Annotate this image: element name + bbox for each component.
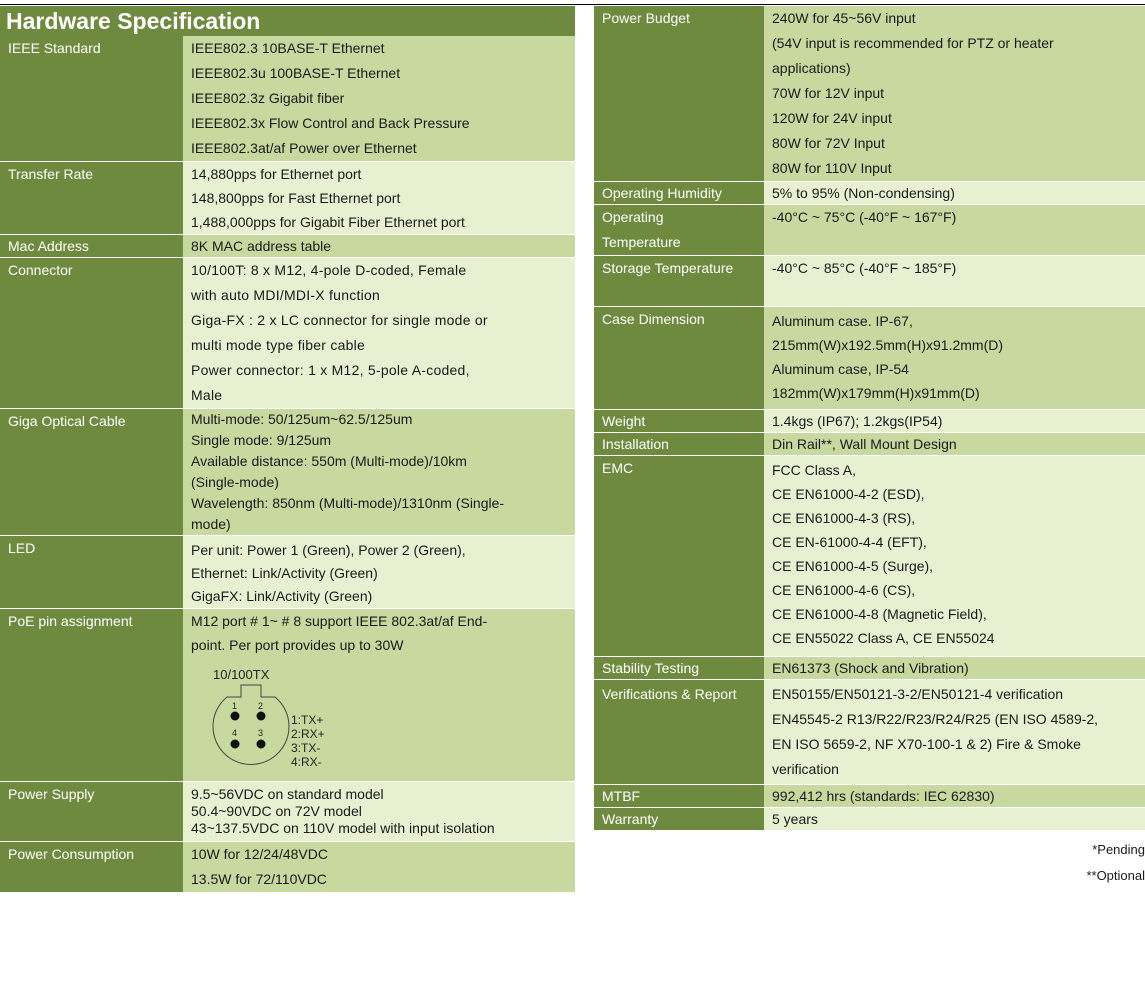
spec-line: CE EN61000-4-3 (RS),	[772, 510, 916, 526]
spec-row-warranty	[594, 808, 1145, 831]
spec-line: with auto MDI/MDI-X function	[191, 287, 381, 303]
footnote-pending: *Pending	[1092, 842, 1145, 857]
spec-key: Weight	[594, 410, 764, 433]
pin-legend-2: 2:RX+	[291, 727, 325, 741]
spec-line: verification	[772, 761, 839, 777]
spec-key: Transfer Rate	[0, 162, 183, 235]
spec-row-led	[0, 536, 575, 609]
spec-row-installation	[594, 433, 1145, 456]
spec-row-giga-optical-cable	[0, 409, 575, 536]
spec-value	[764, 410, 1145, 433]
spec-value	[183, 36, 575, 162]
spec-line: Aluminum case. IP-67,	[772, 313, 913, 329]
top-rule	[0, 4, 1145, 5]
spec-line: CE EN-61000-4-4 (EFT),	[772, 534, 927, 550]
spec-line: 80W for 72V Input	[772, 135, 885, 151]
spec-line: Din Rail**, Wall Mount Design	[772, 436, 957, 452]
spec-line: EN50155/EN50121-3-2/EN50121-4 verification	[772, 686, 1064, 702]
spec-value	[183, 235, 575, 258]
pin-dot-4	[231, 740, 240, 749]
spec-value	[764, 456, 1145, 657]
spec-line: EN45545-2 R13/R22/R23/R24/R25 (EN ISO 4589-2,	[772, 711, 1099, 727]
spec-key: Power Supply	[0, 782, 183, 842]
spec-row-operating-temperature	[594, 205, 1145, 256]
pin-legend-3: 3:TX-	[291, 741, 321, 755]
spec-row-power-supply	[0, 782, 575, 842]
spec-line: 13.5W for 72/110VDC	[191, 871, 327, 887]
spec-key: Operating Humidity	[594, 182, 764, 205]
spec-row-power-budget	[594, 6, 1145, 182]
spec-key: Operating Temperature	[594, 205, 764, 256]
pin-dot-2	[257, 712, 266, 721]
spec-key: Power Consumption	[0, 842, 183, 893]
spec-line: IEEE802.3x Flow Control and Back Pressure	[191, 115, 470, 131]
spec-line: CE EN55022 Class A, CE EN55024	[772, 630, 995, 646]
spec-value	[764, 433, 1145, 456]
footnote-optional: **Optional	[1086, 868, 1145, 883]
spec-line: 50.4~90VDC on 72V model	[191, 803, 362, 819]
spec-line: 1.4kgs (IP67); 1.2kgs(IP54)	[772, 413, 943, 429]
pin-number-3: 3	[258, 728, 264, 738]
spec-line: IEEE802.3z Gigabit fiber	[191, 90, 345, 106]
spec-line: Multi-mode: 50/125um~62.5/125um	[191, 411, 413, 427]
spec-key: Case Dimension	[594, 307, 764, 410]
spec-line: M12 port # 1~ # 8 support IEEE 802.3at/af End-	[191, 613, 488, 629]
spec-key: EMC	[594, 456, 764, 657]
spec-key: Stability Testing	[594, 657, 764, 680]
spec-line: multi mode type fiber cable	[191, 337, 366, 353]
spec-key: Storage Temperature	[594, 256, 764, 307]
spec-line: Power connector: 1 x M12, 5-pole A-coded,	[191, 362, 470, 378]
spec-value	[764, 808, 1145, 831]
footnotes	[594, 831, 1145, 889]
spec-line: 1,488,000pps for Gigabit Fiber Ethernet port	[191, 214, 465, 230]
spec-value	[764, 680, 1145, 785]
pin-dot-3	[257, 740, 266, 749]
spec-key: Installation	[594, 433, 764, 456]
spec-value	[764, 307, 1145, 410]
spec-line: 240W for 45~56V input	[772, 10, 916, 26]
spec-line: 80W for 110V Input	[772, 160, 892, 176]
spec-line: (54V input is recommended for PTZ or heater	[772, 35, 1054, 51]
spec-line: 43~137.5VDC on 110V model with input isolation	[191, 820, 495, 836]
spec-row-case-dimension	[594, 307, 1145, 410]
spec-key: Connector	[0, 258, 183, 409]
spec-line: IEEE802.3 10BASE-T Ethernet	[191, 40, 385, 56]
pin-dot-1	[231, 712, 240, 721]
spec-value	[183, 782, 575, 842]
spec-row-connector	[0, 258, 575, 409]
spec-line: 10/100T: 8 x M12, 4-pole D-coded, Female	[191, 262, 467, 278]
spec-row-mac-address	[0, 235, 575, 258]
spec-line: GigaFX: Link/Activity (Green)	[191, 588, 373, 604]
pin-diagram-title: 10/100TX	[213, 667, 270, 682]
spec-line: Available distance: 550m (Multi-mode)/10km	[191, 453, 467, 469]
spec-row-verifications-report	[594, 680, 1145, 785]
spec-table-right	[594, 6, 1145, 831]
spec-key: Power Budget	[594, 6, 764, 182]
spec-line: EN ISO 5659-2, NF X70-100-1 & 2) Fire & Smoke	[772, 736, 1081, 752]
pin-number-2: 2	[258, 701, 264, 711]
spec-row-weight	[594, 410, 1145, 433]
spec-column-left	[0, 6, 575, 893]
spec-line: (Single-mode)	[191, 474, 279, 490]
spec-table-left	[0, 36, 575, 893]
spec-line: -40°C ~ 85°C (-40°F ~ 185°F)	[772, 260, 957, 276]
spec-value	[764, 657, 1145, 680]
spec-line: 148,800pps for Fast Ethernet port	[191, 190, 401, 206]
spec-line: 9.5~56VDC on standard model	[191, 786, 384, 802]
page-title: Hardware Specification	[0, 6, 575, 36]
spec-row-stability-testing	[594, 657, 1145, 680]
spec-value	[183, 162, 575, 235]
spec-key: Giga Optical Cable	[0, 409, 183, 536]
spec-line: Single mode: 9/125um	[191, 432, 332, 448]
spec-line: IEEE802.3at/af Power over Ethernet	[191, 140, 417, 156]
spec-key: Mac Address	[0, 235, 183, 258]
spec-key: Warranty	[594, 808, 764, 831]
spec-line: applications)	[772, 60, 851, 76]
spec-line: CE EN61000-4-8 (Magnetic Field),	[772, 606, 987, 622]
spec-line: point. Per port provides up to 30W	[191, 637, 404, 653]
spec-key: PoE pin assignment	[0, 609, 183, 782]
spec-line: Giga-FX : 2 x LC connector for single mode or	[191, 312, 488, 328]
spec-line: 120W for 24V input	[772, 110, 892, 126]
pin-number-4: 4	[232, 728, 238, 738]
spec-line: 5% to 95% (Non-condensing)	[772, 185, 955, 201]
spec-line: 70W for 12V input	[772, 85, 885, 101]
spec-value	[183, 258, 575, 409]
spec-line: 992,412 hrs (standards: IEC 62830)	[772, 788, 995, 804]
spec-value	[764, 785, 1145, 808]
spec-line: -40°C ~ 75°C (-40°F ~ 167°F)	[772, 209, 957, 225]
spec-line: Ethernet: Link/Activity (Green)	[191, 565, 378, 581]
spec-line: 10W for 12/24/48VDC	[191, 846, 328, 862]
spec-line: 182mm(W)x179mm(H)x91mm(D)	[772, 385, 980, 401]
spec-value	[764, 6, 1145, 182]
spec-line: EN61373 (Shock and Vibration)	[772, 660, 969, 676]
spec-line: Wavelength: 850nm (Multi-mode)/1310nm (Single-	[191, 495, 505, 511]
spec-row-operating-humidity	[594, 182, 1145, 205]
spec-row-mtbf	[594, 785, 1145, 808]
spec-line: Per unit: Power 1 (Green), Power 2 (Green),	[191, 542, 466, 558]
connector-outline	[213, 685, 289, 764]
spec-row-poe-pin-assignment	[0, 609, 575, 782]
spec-line: 8K MAC address table	[191, 238, 332, 254]
spec-row-power-consumption	[0, 842, 575, 893]
spec-line: 14,880pps for Ethernet port	[191, 166, 362, 182]
spec-value	[764, 256, 1145, 307]
spec-line: mode)	[191, 516, 231, 532]
spec-line: IEEE802.3u 100BASE-T Ethernet	[191, 65, 401, 81]
spec-key: MTBF	[594, 785, 764, 808]
spec-value	[183, 409, 575, 536]
spec-row-emc	[594, 456, 1145, 657]
m12-connector-diagram	[191, 657, 391, 781]
spec-line: Aluminum case, IP-54	[772, 361, 909, 377]
spec-key: Verifications & Report	[594, 680, 764, 785]
spec-line: CE EN61000-4-6 (CS),	[772, 582, 916, 598]
pin-number-1: 1	[232, 701, 238, 711]
spec-line: Male	[191, 387, 223, 403]
m12-pin-diagram	[191, 657, 575, 781]
spec-key: IEEE Standard	[0, 36, 183, 162]
pin-legend-4: 4:RX-	[291, 755, 322, 769]
spec-line: 5 years	[772, 811, 818, 827]
spec-row-storage-temperature	[594, 256, 1145, 307]
spec-value	[764, 205, 1145, 256]
spec-line: CE EN61000-4-2 (ESD),	[772, 486, 925, 502]
spec-line: FCC Class A,	[772, 462, 857, 478]
spec-value	[183, 609, 575, 782]
spec-key: LED	[0, 536, 183, 609]
spec-row-transfer-rate	[0, 162, 575, 235]
spec-line: 215mm(W)x192.5mm(H)x91.2mm(D)	[772, 337, 1004, 353]
pin-legend-1: 1:TX+	[291, 713, 324, 727]
spec-row-ieee-standard	[0, 36, 575, 162]
spec-value	[764, 182, 1145, 205]
spec-column-right	[594, 6, 1145, 889]
spec-line: CE EN61000-4-5 (Surge),	[772, 558, 934, 574]
spec-value	[183, 536, 575, 609]
spec-value	[183, 842, 575, 893]
